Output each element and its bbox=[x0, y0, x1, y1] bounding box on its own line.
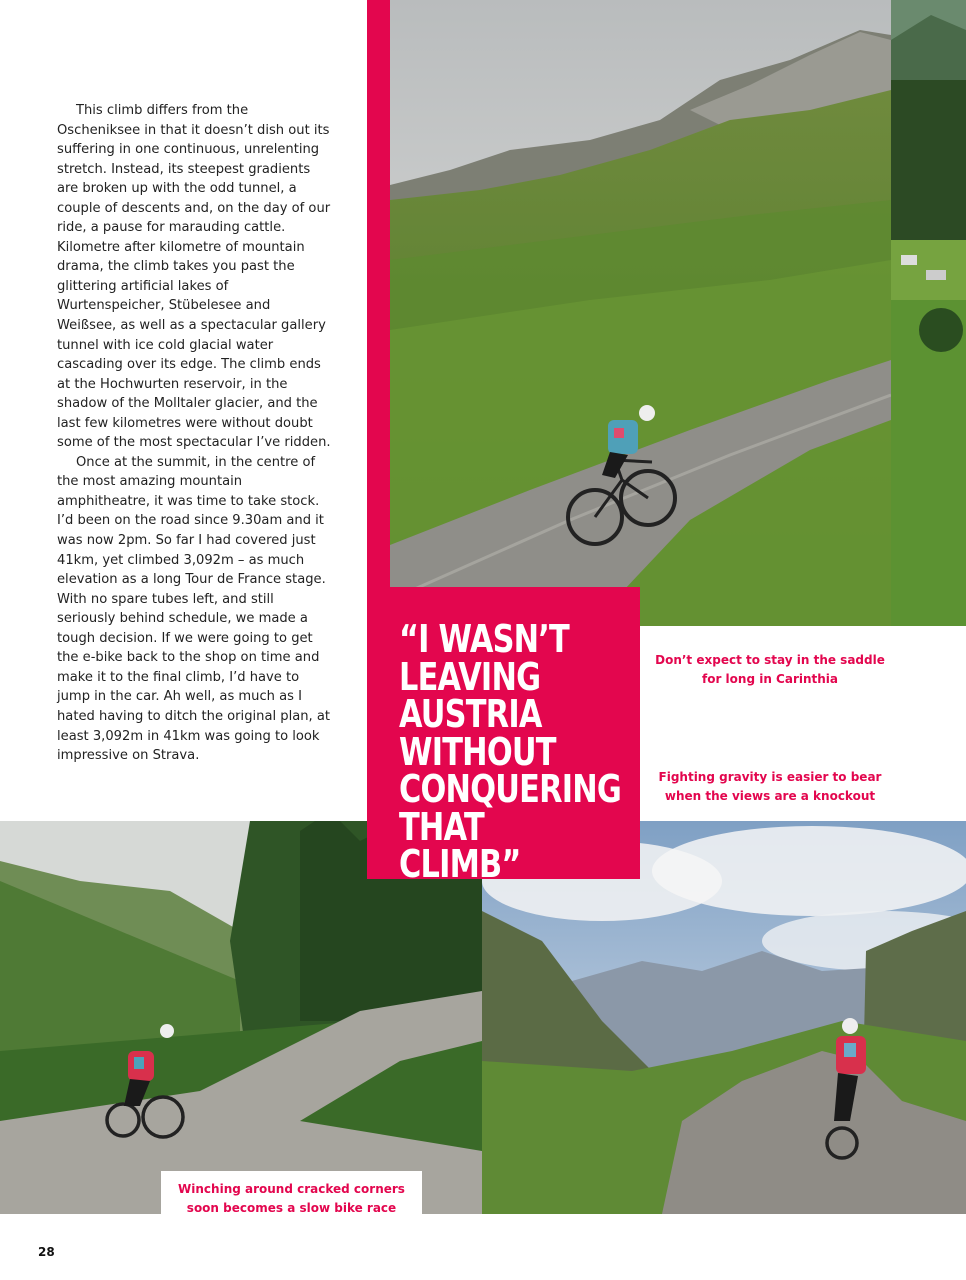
photo-mountain-climb bbox=[390, 0, 891, 626]
photo-valley-strip bbox=[891, 0, 966, 626]
article-body bbox=[57, 101, 332, 766]
accent-strip bbox=[367, 0, 391, 600]
pull-quote-box bbox=[367, 587, 640, 886]
pull-quote: “I WASN’T LEAVING AUSTRIA WITHOUT CONQUERING THAT CLIMB” bbox=[399, 617, 622, 886]
caption-forest-photo: Winching around cracked corners soon becomes a slow bike race bbox=[178, 1182, 405, 1215]
page-number: 28 bbox=[38, 1245, 55, 1259]
caption-top-photo: Don’t expect to stay in the saddle for long in Carinthia bbox=[655, 653, 885, 686]
article-paragraph-1: This climb differs from the Oscheniksee in that it doesn’t dish out its suffering in one continuous, unrelenting stretch. Instead, its steepest gradients are broken up with the odd tunnel, a couple of descents and, on the day of our ride, a pause for marauding cattle. Kilometre after kilometre of mountain drama, the climb takes you past the glittering artificial lakes of Wurtenspeicher, Stübelesee and Weißsee, as well as a spectacular gallery tunnel with ice cold glacial water cascading over its edge. The climb ends at the Hochwurten reservoir, in the shadow of the Molltaler glacier, and the last few kilometres were without doubt some of the most spectacular I’ve ridden. bbox=[57, 103, 331, 451]
article-paragraph-2: Once at the summit, in the centre of the most amazing mountain amphitheatre, it was time to take stock. I’d been on the road since 9.30am and it was now 2pm. So far I had covered just 41km, yet climbed 3,092m – as much elevation as a long Tour de France stage. With no spare tubes left, and still seriously behind schedule, we made a tough decision. If we were going to get the e-bike back to the shop on time and make it to the final climb, I’d have to jump in the car. Ah well, as much as I hated having to ditch the original plan, at least 3,092m in 41km was going to look impressive on Strava. bbox=[57, 454, 331, 764]
caption-alpine-photo: Fighting gravity is easier to bear when the views are a knockout bbox=[658, 770, 882, 803]
